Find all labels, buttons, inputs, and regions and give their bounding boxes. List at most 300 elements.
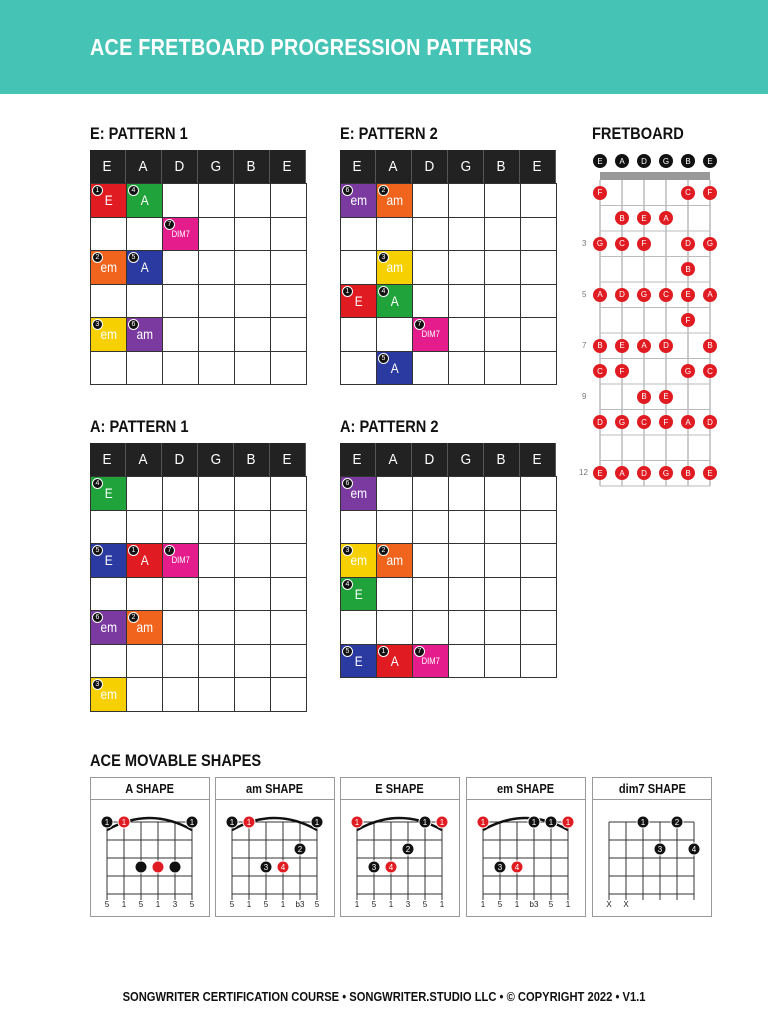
- grid-cell: [198, 510, 235, 545]
- chord-label: A: [140, 552, 149, 569]
- grid-cell: [198, 217, 235, 252]
- grid-cell: [270, 476, 307, 511]
- grid-cell: [448, 476, 485, 511]
- grid-cell: [270, 250, 307, 285]
- grid-cell: [520, 183, 557, 218]
- shape-card: [592, 777, 712, 917]
- string-header-label: G: [210, 158, 221, 175]
- interval-label: 1: [439, 900, 445, 909]
- string-header: [90, 443, 126, 476]
- finger-number: 1: [121, 818, 127, 827]
- finger-dot: [169, 861, 181, 873]
- chord-degree-badge: 1: [342, 286, 353, 297]
- chord-cell: [90, 610, 127, 645]
- grid-cell: [376, 510, 413, 545]
- shape-name-label: am SHAPE: [246, 781, 304, 796]
- fretboard-note: E: [593, 466, 607, 480]
- grid-cell: [162, 577, 199, 612]
- string-header: [126, 443, 162, 476]
- grid-cell: [448, 183, 485, 218]
- fretboard-note: A: [703, 288, 717, 302]
- chord-label: em: [100, 619, 117, 636]
- chord-cell: [376, 644, 413, 679]
- grid-cell: [448, 217, 485, 252]
- interval-label: b3: [295, 900, 305, 909]
- chord-cell: [340, 284, 377, 319]
- fretboard-note: C: [637, 415, 651, 429]
- string-header: [340, 150, 376, 183]
- grid-cell: [126, 351, 163, 386]
- chord-label: DIM7: [421, 655, 440, 666]
- finger-number: 4: [280, 863, 286, 872]
- grid-cell: [126, 284, 163, 319]
- chord-label: A: [140, 259, 149, 276]
- grid-cell: [270, 577, 307, 612]
- grid-cell: [234, 183, 271, 218]
- grid-cell: [90, 644, 127, 679]
- string-header: [198, 443, 234, 476]
- grid-cell: [198, 183, 235, 218]
- pattern-grid-e2: [340, 150, 556, 385]
- chord-label: am: [386, 552, 403, 569]
- grid-cell: [520, 317, 557, 352]
- fret-number: 7: [582, 340, 587, 350]
- string-header: [340, 443, 376, 476]
- grid-cell: [484, 510, 521, 545]
- fretboard-nut: [600, 172, 710, 180]
- chord-cell: [376, 250, 413, 285]
- finger-number: 4: [514, 863, 520, 872]
- chord-label: E: [104, 552, 113, 569]
- chord-cell: [90, 183, 127, 218]
- grid-cell: [484, 476, 521, 511]
- grid-cell: [234, 351, 271, 386]
- shape-card: [466, 777, 586, 917]
- grid-cell: [520, 476, 557, 511]
- grid-cell: [376, 217, 413, 252]
- chord-label: E: [354, 585, 363, 602]
- chord-degree-badge: 3: [378, 252, 389, 263]
- interval-label: X: [606, 900, 612, 909]
- grid-cell: [484, 577, 521, 612]
- shape-intervals: [91, 900, 209, 912]
- string-header-label: A: [138, 158, 148, 175]
- string-header: [162, 150, 198, 183]
- pattern-grid-a2: [340, 443, 556, 678]
- string-header-label: B: [246, 158, 256, 175]
- shape-card: [215, 777, 335, 917]
- chord-degree-badge: 6: [342, 185, 353, 196]
- fretboard-note: D: [615, 288, 629, 302]
- chord-degree-badge: 7: [164, 545, 175, 556]
- fretboard-note: C: [615, 237, 629, 251]
- chord-label: A: [390, 292, 399, 309]
- chord-cell: [340, 644, 377, 679]
- chord-label: DIM7: [171, 228, 190, 239]
- chord-degree-badge: 5: [92, 545, 103, 556]
- string-header-label: E: [282, 451, 292, 468]
- grid-cell: [412, 577, 449, 612]
- finger-dot: [152, 861, 164, 873]
- grid-cell: [484, 610, 521, 645]
- grid-cell: [234, 644, 271, 679]
- grid-cell: [270, 543, 307, 578]
- grid-cell: [162, 677, 199, 712]
- chord-cell: [126, 183, 163, 218]
- string-header-label: D: [424, 158, 435, 175]
- finger-number: 1: [104, 818, 110, 827]
- string-header: [376, 443, 412, 476]
- shape-name-label: E SHAPE: [375, 781, 425, 796]
- grid-cell: [270, 677, 307, 712]
- finger-dot: [135, 861, 147, 873]
- chord-cell: [126, 317, 163, 352]
- grid-cell: [90, 577, 127, 612]
- fretboard-title: FRETBOARD: [592, 124, 684, 143]
- grid-cell: [198, 644, 235, 679]
- grid-cell: [234, 577, 271, 612]
- fretboard-note: G: [703, 237, 717, 251]
- chord-degree-badge: 3: [92, 679, 103, 690]
- fretboard-note: F: [637, 237, 651, 251]
- fretboard-note: D: [703, 415, 717, 429]
- string-header-label: A: [138, 451, 148, 468]
- chord-label: em: [350, 485, 367, 502]
- grid-cell: [484, 284, 521, 319]
- grid-cell: [90, 284, 127, 319]
- fretboard-note: E: [615, 339, 629, 353]
- grid-cell: [448, 644, 485, 679]
- grid-cell: [520, 610, 557, 645]
- fretboard-note: C: [703, 364, 717, 378]
- page-title: ACE FRETBOARD PROGRESSION PATTERNS: [90, 34, 533, 60]
- chord-degree-badge: 1: [128, 545, 139, 556]
- finger-number: 4: [691, 845, 697, 854]
- chord-cell: [126, 610, 163, 645]
- pattern-grid-e1: [90, 150, 306, 385]
- chord-degree-badge: 5: [128, 252, 139, 263]
- chord-degree-badge: 4: [378, 286, 389, 297]
- string-header: [90, 150, 126, 183]
- grid-cell: [198, 476, 235, 511]
- open-string-note: E: [703, 154, 717, 168]
- grid-cell: [340, 217, 377, 252]
- grid-cell: [520, 284, 557, 319]
- open-string-note: E: [593, 154, 607, 168]
- finger-number: 3: [263, 863, 269, 872]
- chord-cell: [340, 543, 377, 578]
- chord-label: am: [136, 619, 153, 636]
- chord-label: A: [390, 652, 399, 669]
- grid-cell: [162, 351, 199, 386]
- chord-degree-badge: 7: [414, 319, 425, 330]
- grid-cell: [412, 351, 449, 386]
- finger-number: 1: [229, 818, 235, 827]
- grid-cell: [448, 284, 485, 319]
- chord-label: E: [354, 292, 363, 309]
- chord-label: E: [104, 485, 113, 502]
- finger-number: 1: [531, 818, 537, 827]
- chord-label: am: [386, 192, 403, 209]
- open-string-note: A: [615, 154, 629, 168]
- string-header: [376, 150, 412, 183]
- fret-number: 9: [582, 391, 587, 401]
- string-header-label: E: [532, 451, 542, 468]
- chord-cell: [340, 476, 377, 511]
- finger-number: 1: [640, 818, 646, 827]
- interval-label: 1: [565, 900, 571, 909]
- chord-label: am: [136, 326, 153, 343]
- fretboard-note: G: [637, 288, 651, 302]
- grid-cell: [198, 543, 235, 578]
- chord-degree-badge: 2: [92, 252, 103, 263]
- chord-degree-badge: 1: [92, 185, 103, 196]
- chord-cell: [376, 543, 413, 578]
- fretboard-note: G: [615, 415, 629, 429]
- chord-cell: [376, 284, 413, 319]
- grid-cell: [126, 217, 163, 252]
- open-string-note: B: [681, 154, 695, 168]
- string-header: [484, 443, 520, 476]
- grid-cell: [270, 610, 307, 645]
- grid-cell: [520, 644, 557, 679]
- shape-name: [341, 778, 459, 800]
- finger-number: 3: [657, 845, 663, 854]
- chord-degree-badge: 6: [128, 319, 139, 330]
- grid-cell: [412, 610, 449, 645]
- chord-degree-badge: 3: [342, 545, 353, 556]
- grid-cell: [126, 677, 163, 712]
- shapes-title: ACE MOVABLE SHAPES: [90, 751, 262, 770]
- chord-degree-badge: 5: [342, 646, 353, 657]
- shape-name-label: A SHAPE: [125, 781, 175, 796]
- grid-cell: [198, 284, 235, 319]
- fretboard-note: A: [637, 339, 651, 353]
- fretboard-note: B: [681, 262, 695, 276]
- grid-cell: [270, 351, 307, 386]
- interval-label: 1: [246, 900, 252, 909]
- interval-label: 5: [189, 900, 195, 909]
- grid-cell: [412, 217, 449, 252]
- chord-cell: [162, 543, 199, 578]
- string-header: [448, 150, 484, 183]
- pattern-title-a1: A: PATTERN 1: [90, 417, 189, 436]
- chord-cell: [90, 476, 127, 511]
- shape-name-label: em SHAPE: [497, 781, 555, 796]
- grid-cell: [520, 510, 557, 545]
- string-header: [484, 150, 520, 183]
- string-header: [412, 150, 448, 183]
- shape-name: [91, 778, 209, 800]
- shape-intervals: [467, 900, 585, 912]
- grid-cell: [162, 183, 199, 218]
- shape-name: [467, 778, 585, 800]
- grid-cell: [484, 183, 521, 218]
- interval-label: 1: [388, 900, 394, 909]
- fretboard-note: G: [593, 237, 607, 251]
- grid-cell: [126, 577, 163, 612]
- chord-degree-badge: 4: [342, 579, 353, 590]
- string-header: [234, 443, 270, 476]
- string-header-label: E: [102, 451, 112, 468]
- chord-degree-badge: 5: [378, 353, 389, 364]
- grid-cell: [234, 317, 271, 352]
- shape-name: [216, 778, 334, 800]
- grid-cell: [126, 476, 163, 511]
- grid-cell: [162, 250, 199, 285]
- finger-number: 1: [314, 818, 320, 827]
- chord-label: em: [100, 259, 117, 276]
- grid-cell: [520, 543, 557, 578]
- finger-number: 1: [565, 818, 571, 827]
- chord-label: am: [386, 259, 403, 276]
- chord-label: DIM7: [421, 329, 440, 340]
- open-string-note: G: [659, 154, 673, 168]
- grid-cell: [412, 476, 449, 511]
- string-header-label: E: [352, 451, 362, 468]
- grid-cell: [270, 510, 307, 545]
- fretboard-note: D: [593, 415, 607, 429]
- finger-number: 4: [388, 863, 394, 872]
- grid-cell: [90, 217, 127, 252]
- interval-label: 3: [172, 900, 178, 909]
- grid-cell: [484, 217, 521, 252]
- interval-label: 5: [263, 900, 269, 909]
- finger-number: 1: [439, 818, 445, 827]
- fretboard-note: F: [681, 313, 695, 327]
- fretboard-note: D: [681, 237, 695, 251]
- chord-degree-badge: 3: [92, 319, 103, 330]
- open-string-note: D: [637, 154, 651, 168]
- chord-cell: [162, 217, 199, 252]
- interval-label: X: [623, 900, 629, 909]
- string-header-label: G: [210, 451, 221, 468]
- grid-cell: [376, 476, 413, 511]
- fretboard-note: F: [615, 364, 629, 378]
- string-header-label: A: [388, 451, 398, 468]
- grid-cell: [162, 317, 199, 352]
- fretboard-lines: [590, 150, 720, 510]
- fretboard-note: B: [703, 339, 717, 353]
- interval-label: 5: [314, 900, 320, 909]
- fretboard-note: G: [681, 364, 695, 378]
- finger-number: 3: [371, 863, 377, 872]
- string-header-label: E: [352, 158, 362, 175]
- fretboard-note: E: [681, 288, 695, 302]
- grid-cell: [234, 217, 271, 252]
- fret-number: 12: [579, 468, 588, 478]
- grid-cell: [340, 610, 377, 645]
- grid-cell: [340, 351, 377, 386]
- interval-label: 5: [104, 900, 110, 909]
- string-header-label: B: [246, 451, 256, 468]
- chord-cell: [412, 317, 449, 352]
- chord-degree-badge: 7: [164, 219, 175, 230]
- chord-cell: [126, 250, 163, 285]
- fretboard-note: G: [659, 466, 673, 480]
- grid-cell: [376, 317, 413, 352]
- grid-cell: [412, 250, 449, 285]
- shape-card: [340, 777, 460, 917]
- chord-cell: [90, 250, 127, 285]
- chord-degree-badge: 4: [92, 478, 103, 489]
- fretboard-note: C: [681, 186, 695, 200]
- interval-label: 1: [514, 900, 520, 909]
- string-header: [448, 443, 484, 476]
- grid-cell: [234, 543, 271, 578]
- fretboard-note: B: [637, 390, 651, 404]
- finger-number: 2: [297, 845, 303, 854]
- grid-cell: [270, 217, 307, 252]
- chord-cell: [412, 644, 449, 679]
- grid-cell: [234, 476, 271, 511]
- string-header: [126, 150, 162, 183]
- grid-cell: [234, 250, 271, 285]
- finger-number: 1: [246, 818, 252, 827]
- grid-cell: [412, 543, 449, 578]
- fretboard-diagram: [579, 150, 720, 510]
- grid-cell: [412, 510, 449, 545]
- page-footer: [0, 989, 768, 1004]
- string-header-label: D: [424, 451, 435, 468]
- grid-cell: [484, 317, 521, 352]
- interval-label: b3: [529, 900, 539, 909]
- grid-cell: [90, 510, 127, 545]
- shape-card: [90, 777, 210, 917]
- grid-cell: [234, 284, 271, 319]
- grid-cell: [162, 610, 199, 645]
- grid-cell: [162, 510, 199, 545]
- grid-cell: [412, 183, 449, 218]
- chord-label: DIM7: [171, 555, 190, 566]
- interval-label: 1: [121, 900, 127, 909]
- string-header-label: G: [460, 451, 471, 468]
- string-header: [270, 150, 306, 183]
- grid-cell: [198, 351, 235, 386]
- pattern-title-e1: E: PATTERN 1: [90, 124, 188, 143]
- interval-label: 1: [280, 900, 286, 909]
- chord-label: em: [350, 552, 367, 569]
- chord-cell: [340, 577, 377, 612]
- string-header: [198, 150, 234, 183]
- grid-cell: [126, 644, 163, 679]
- fretboard-note: E: [659, 390, 673, 404]
- fretboard-note: B: [615, 211, 629, 225]
- grid-cell: [448, 577, 485, 612]
- fret-number: 5: [582, 289, 587, 299]
- chord-degree-badge: 2: [378, 545, 389, 556]
- fretboard-note: D: [659, 339, 673, 353]
- fretboard-note: F: [659, 415, 673, 429]
- chord-degree-badge: 4: [128, 185, 139, 196]
- string-header: [520, 443, 556, 476]
- grid-cell: [448, 250, 485, 285]
- string-header: [234, 150, 270, 183]
- shape-chord-diagram: [467, 800, 587, 900]
- grid-cell: [270, 183, 307, 218]
- grid-cell: [376, 610, 413, 645]
- interval-label: 5: [371, 900, 377, 909]
- grid-cell: [198, 610, 235, 645]
- string-header-label: D: [174, 451, 185, 468]
- fretboard-note: E: [703, 466, 717, 480]
- string-header-label: E: [282, 158, 292, 175]
- grid-cell: [340, 510, 377, 545]
- chord-degree-badge: 1: [378, 646, 389, 657]
- chord-cell: [90, 543, 127, 578]
- grid-cell: [376, 577, 413, 612]
- grid-cell: [448, 317, 485, 352]
